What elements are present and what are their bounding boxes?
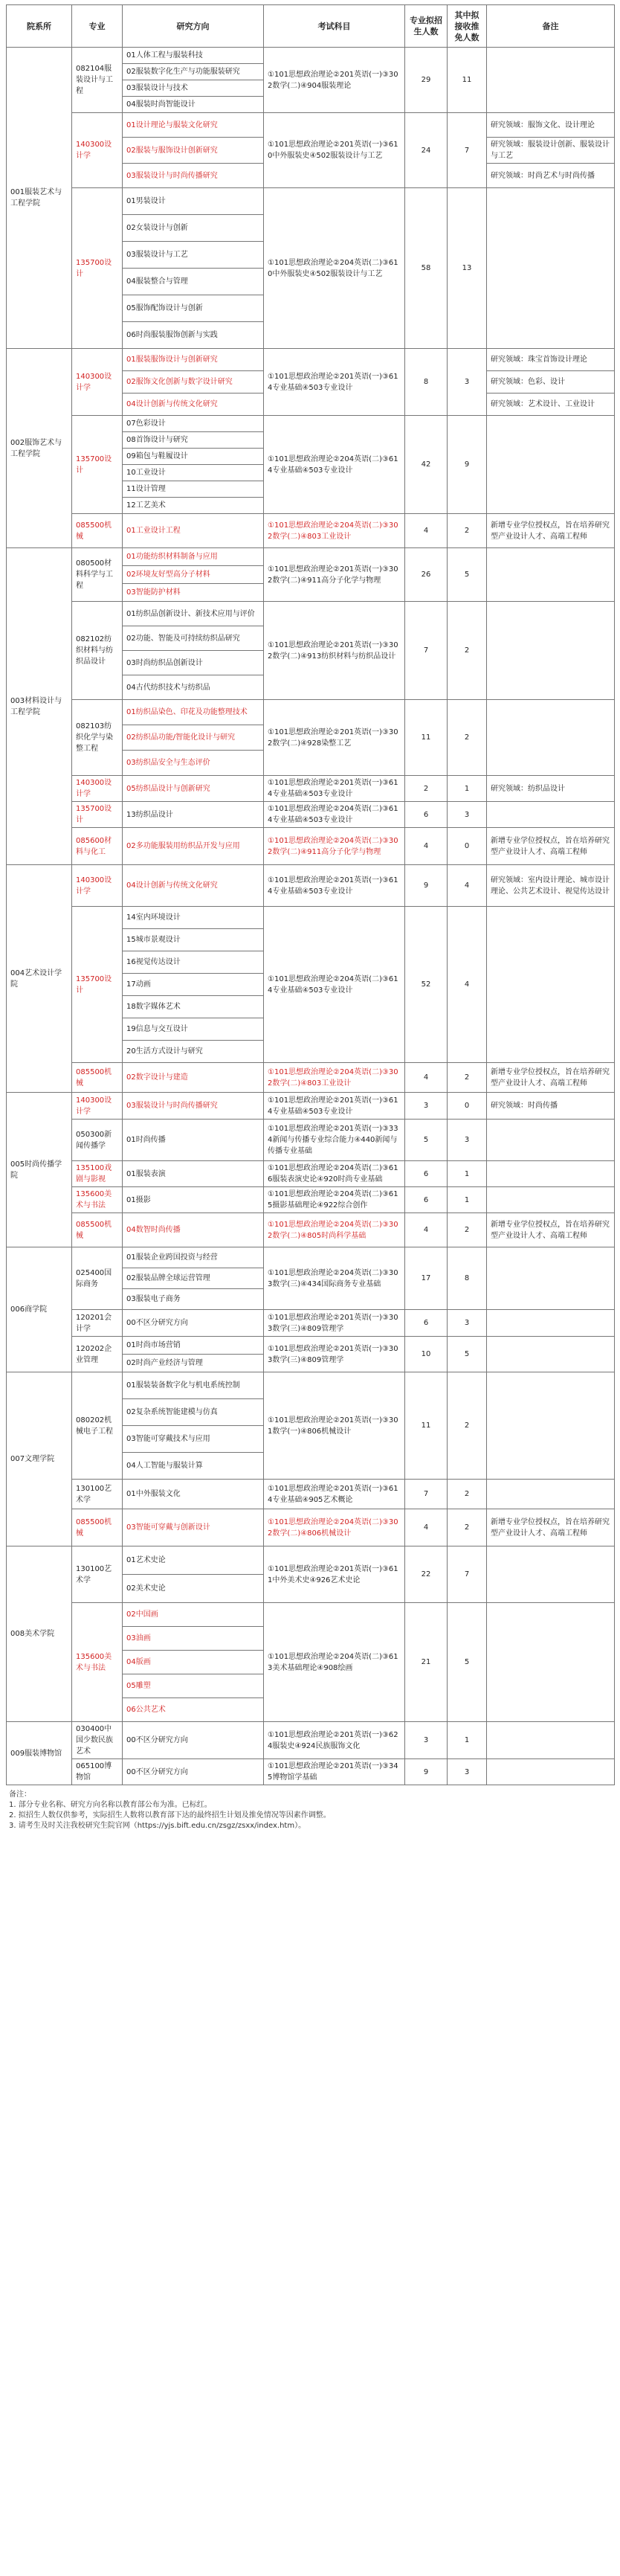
plan-count-cell: 42 (405, 416, 448, 514)
exam-subjects-cell: ①101思想政治理论②201英语(一)③614专业基础④503专业设计 (264, 865, 405, 907)
remark-cell: 研究领域：艺术设计、工业设计 (487, 394, 615, 416)
major-cell: 050300新闻传播学 (72, 1120, 123, 1161)
exam-subjects-cell: ①101思想政治理论②201英语(一)③302数学(二)④928染整工艺 (264, 700, 405, 776)
plan-count-cell: 4 (405, 514, 448, 548)
major-cell: 080202机械电子工程 (72, 1372, 123, 1480)
remark-cell: 新增专业学位授权点，旨在培养研究型产业设计人才、高端工程师 (487, 514, 615, 548)
exam-subjects-cell: ①101思想政治理论②201英语(一)③614专业基础④503专业设计 (264, 1093, 405, 1120)
remark-cell: 研究领域：时尚传播 (487, 1093, 615, 1120)
direction-cell: 02服饰文化创新与数字设计研究 (123, 371, 264, 394)
major-cell: 085500机械 (72, 514, 123, 548)
remark-cell (487, 1247, 615, 1310)
recommend-count-cell: 2 (448, 1372, 487, 1480)
plan-count-cell: 6 (405, 1161, 448, 1187)
remark-cell: 新增专业学位授权点，旨在培养研究型产业设计人才、高端工程师 (487, 1063, 615, 1093)
direction-cell: 01艺术史论 (123, 1546, 264, 1575)
remark-cell: 研究领域：色彩、设计 (487, 371, 615, 394)
plan-count-cell: 22 (405, 1546, 448, 1603)
major-cell: 085600材料与化工 (72, 828, 123, 865)
table-row (7, 514, 615, 548)
exam-subjects-cell: ①101思想政治理论②204英语(二)③302数学(二)④803工业设计 (264, 514, 405, 548)
remark-cell (487, 1603, 615, 1722)
direction-cell: 01工业设计工程 (123, 514, 264, 548)
direction-cell: 10工业设计 (123, 465, 264, 481)
major-cell: 025400国际商务 (72, 1247, 123, 1310)
plan-count-cell: 11 (405, 700, 448, 776)
table-header-row (7, 5, 615, 48)
plan-count-cell: 7 (405, 1480, 448, 1509)
plan-count-cell: 58 (405, 188, 448, 349)
direction-cell: 01纺织品创新设计、新技术应用与评价 (123, 602, 264, 626)
footnote-line: 2. 拟招生人数仅供参考，实际招生人数将以教育部下达的最终招生计划及推免情况等因素作调整。 (9, 1811, 331, 1819)
footnote-line: 3. 请考生及时关注我校研究生院官网（https://yjs.bift.edu.cn/zsgz/zsxx/index.htm）。 (9, 1822, 306, 1830)
major-cell: 085500机械 (72, 1509, 123, 1546)
major-cell: 140300设计学 (72, 349, 123, 416)
direction-cell: 03油画 (123, 1627, 264, 1651)
direction-cell: 04设计创新与传统文化研究 (123, 394, 264, 416)
direction-cell: 00不区分研究方向 (123, 1759, 264, 1785)
college-cell: 009服装博物馆 (7, 1722, 72, 1785)
table-row (7, 1759, 615, 1785)
remark-cell (487, 1546, 615, 1603)
college-cell: 006商学院 (7, 1247, 72, 1372)
direction-cell: 03智能可穿戴与创新设计 (123, 1509, 264, 1546)
direction-cell: 02多功能服装用纺织品开发与应用 (123, 828, 264, 865)
recommend-count-cell: 2 (448, 1480, 487, 1509)
remark-cell (487, 700, 615, 776)
major-cell: 085500机械 (72, 1063, 123, 1093)
footnotes (6, 1790, 614, 1831)
direction-cell: 01服装装备数字化与机电系统控制 (123, 1372, 264, 1399)
exam-subjects-cell: ①101思想政治理论②204英语(二)③614专业基础④503专业设计 (264, 416, 405, 514)
exam-subjects-cell: ①101思想政治理论②201英语(一)③334新闻与传播专业综合能力④440新闻与传播专业基础 (264, 1120, 405, 1161)
direction-cell: 02环境友好型高分子材料 (123, 566, 264, 584)
table-row (7, 1372, 615, 1399)
direction-cell: 03服装设计与时尚传播研究 (123, 1093, 264, 1120)
direction-cell: 19信息与交互设计 (123, 1018, 264, 1041)
exam-subjects-cell: ①101思想政治理论②201英语(一)③302数学(二)④913纺织材料与纺织品设计 (264, 602, 405, 700)
table-row (7, 602, 615, 626)
remark-cell (487, 1480, 615, 1509)
direction-cell: 02服装数字化生产与功能服装研究 (123, 64, 264, 80)
plan-count-cell: 11 (405, 1372, 448, 1480)
header-college: 院系所 (7, 5, 72, 48)
major-cell: 135100戏剧与影视 (72, 1161, 123, 1187)
direction-cell: 02美术史论 (123, 1575, 264, 1603)
exam-subjects-cell: ①101思想政治理论②201英语(一)③302数学(二)④904服装理论 (264, 48, 405, 113)
exam-subjects-cell: ①101思想政治理论②204英语(二)③614专业基础④503专业设计 (264, 907, 405, 1063)
remark-cell: 研究领域：服饰文化、设计理论 (487, 113, 615, 138)
major-cell: 130100艺术学 (72, 1546, 123, 1603)
recommend-count-cell: 2 (448, 1063, 487, 1093)
direction-cell: 02功能、智能及可持续纺织品研究 (123, 626, 264, 651)
direction-cell: 01设计理论与服装文化研究 (123, 113, 264, 138)
direction-cell: 05纺织品设计与创新研究 (123, 776, 264, 802)
major-cell: 130100艺术学 (72, 1480, 123, 1509)
remark-cell (487, 1759, 615, 1785)
direction-cell: 00不区分研究方向 (123, 1310, 264, 1337)
recommend-count-cell: 1 (448, 1161, 487, 1187)
table-row (7, 1187, 615, 1213)
remark-cell: 新增专业学位授权点，旨在培养研究型产业设计人才、高端工程师 (487, 1213, 615, 1247)
remark-cell (487, 48, 615, 113)
exam-subjects-cell: ①101思想政治理论②201英语(一)③302数学(二)④911高分子化学与物理 (264, 548, 405, 602)
footnote-line: 1. 部分专业名称、研究方向名称以教育部公布为准。已标红。 (9, 1801, 212, 1809)
plan-count-cell: 7 (405, 602, 448, 700)
table-row (7, 1603, 615, 1627)
major-cell: 135700设计 (72, 416, 123, 514)
plan-count-cell: 6 (405, 1310, 448, 1337)
major-cell: 082104服装设计与工程 (72, 48, 123, 113)
table-row (7, 1310, 615, 1337)
college-cell: 005时尚传播学院 (7, 1093, 72, 1247)
direction-cell: 02中国画 (123, 1603, 264, 1627)
plan-count-cell: 2 (405, 776, 448, 802)
direction-cell: 20生活方式设计与研究 (123, 1041, 264, 1063)
remark-cell (487, 1187, 615, 1213)
exam-subjects-cell: ①101思想政治理论②201英语(一)③624服装史④924民族服饰文化 (264, 1722, 405, 1759)
major-cell: 120202企业管理 (72, 1337, 123, 1372)
direction-cell: 07色彩设计 (123, 416, 264, 432)
table-row (7, 1546, 615, 1575)
direction-cell: 08首饰设计与研究 (123, 432, 264, 449)
exam-subjects-cell: ①101思想政治理论②204英语(二)③302数学(二)④806机械设计 (264, 1509, 405, 1546)
table-row (7, 700, 615, 725)
exam-subjects-cell: ①101思想政治理论②204英语(二)③610中外服装史④502服装设计与工艺 (264, 188, 405, 349)
direction-cell: 04数智时尚传播 (123, 1213, 264, 1247)
direction-cell: 01服装服饰设计与创新研究 (123, 349, 264, 371)
header-remark: 备注 (487, 5, 615, 48)
exam-subjects-cell: ①101思想政治理论②201英语(一)③614专业基础④905艺术概论 (264, 1480, 405, 1509)
table-row (7, 1120, 615, 1161)
direction-cell: 06时尚服装服饰创新与实践 (123, 322, 264, 349)
direction-cell: 13纺织品设计 (123, 802, 264, 828)
table-row (7, 776, 615, 802)
major-cell: 080500材料科学与工程 (72, 548, 123, 602)
direction-cell: 02纺织品功能/智能化设计与研究 (123, 725, 264, 751)
recommend-count-cell: 2 (448, 700, 487, 776)
table-row (7, 1337, 615, 1355)
remark-cell: 新增专业学位授权点，旨在培养研究型产业设计人才、高端工程师 (487, 828, 615, 865)
recommend-count-cell: 3 (448, 349, 487, 416)
direction-cell: 06公共艺术 (123, 1698, 264, 1722)
recommend-count-cell: 0 (448, 828, 487, 865)
recommend-count-cell: 5 (448, 1337, 487, 1372)
exam-subjects-cell: ①101思想政治理论②204英语(二)③614专业基础④503专业设计 (264, 802, 405, 828)
exam-subjects-cell: ①101思想政治理论②204英语(二)③302数学(二)④803工业设计 (264, 1063, 405, 1093)
direction-cell: 02女装设计与创新 (123, 215, 264, 242)
recommend-count-cell: 8 (448, 1247, 487, 1310)
plan-count-cell: 17 (405, 1247, 448, 1310)
direction-cell: 02时尚产业经济与管理 (123, 1355, 264, 1372)
direction-cell: 01功能纺织材料制备与应用 (123, 548, 264, 566)
exam-subjects-cell: ①101思想政治理论②201英语(一)③614专业基础④503专业设计 (264, 349, 405, 416)
direction-cell: 03智能可穿戴技术与应用 (123, 1426, 264, 1453)
exam-subjects-cell: ①101思想政治理论②201英语(一)③611中外美术史④926艺术史论 (264, 1546, 405, 1603)
direction-cell: 16视觉传达设计 (123, 951, 264, 974)
major-cell: 135700设计 (72, 188, 123, 349)
college-cell: 004艺术设计学院 (7, 865, 72, 1093)
remark-cell (487, 1310, 615, 1337)
college-cell: 003材料设计与工程学院 (7, 548, 72, 865)
header-plan: 专业拟招生人数 (405, 5, 448, 48)
plan-count-cell: 26 (405, 548, 448, 602)
major-cell: 140300设计学 (72, 1093, 123, 1120)
table-row (7, 48, 615, 64)
remark-cell: 研究领域：珠宝首饰设计理论 (487, 349, 615, 371)
remark-cell: 研究领域：室内设计理论、城市设计理论、公共艺术设计、视觉传达设计 (487, 865, 615, 907)
remark-cell: 研究领域：服装设计创新、服装设计与工艺 (487, 138, 615, 164)
table-row (7, 1722, 615, 1759)
major-cell: 135700设计 (72, 907, 123, 1063)
direction-cell: 09箱包与鞋履设计 (123, 449, 264, 465)
direction-cell: 04人工智能与服装计算 (123, 1453, 264, 1480)
header-major: 专业 (72, 5, 123, 48)
direction-cell: 03智能防护材料 (123, 584, 264, 602)
direction-cell: 01摄影 (123, 1187, 264, 1213)
recommend-count-cell: 9 (448, 416, 487, 514)
plan-count-cell: 29 (405, 48, 448, 113)
table-row (7, 802, 615, 828)
plan-count-cell: 3 (405, 1722, 448, 1759)
remark-cell (487, 1722, 615, 1759)
direction-cell: 14室内环境设计 (123, 907, 264, 929)
plan-count-cell: 4 (405, 1509, 448, 1546)
direction-cell: 04古代纺织技术与纺织品 (123, 675, 264, 700)
table-row (7, 1213, 615, 1247)
remark-cell (487, 602, 615, 700)
plan-count-cell: 5 (405, 1120, 448, 1161)
direction-cell: 03时尚纺织品创新设计 (123, 651, 264, 675)
plan-count-cell: 52 (405, 907, 448, 1063)
direction-cell: 15城市景观设计 (123, 929, 264, 951)
direction-cell: 03服装设计与工艺 (123, 242, 264, 269)
exam-subjects-cell: ①101思想政治理论②201英语(一)③303数学(三)④809管理学 (264, 1310, 405, 1337)
plan-count-cell: 10 (405, 1337, 448, 1372)
remark-cell (487, 416, 615, 514)
table-row (7, 828, 615, 865)
plan-count-cell: 9 (405, 865, 448, 907)
recommend-count-cell: 4 (448, 865, 487, 907)
major-cell: 085500机械 (72, 1213, 123, 1247)
direction-cell: 01纺织品染色、印花及功能整理技术 (123, 700, 264, 725)
table-row (7, 907, 615, 929)
major-cell: 140300设计学 (72, 865, 123, 907)
plan-count-cell: 3 (405, 1093, 448, 1120)
major-cell: 082102纺织材料与纺织品设计 (72, 602, 123, 700)
major-cell: 030400中国少数民族艺术 (72, 1722, 123, 1759)
plan-count-cell: 6 (405, 802, 448, 828)
direction-cell: 02服装品牌全球运营管理 (123, 1268, 264, 1289)
direction-cell: 03服装设计与时尚传播研究 (123, 164, 264, 188)
footnote-line: 备注： (9, 1790, 31, 1799)
exam-subjects-cell: ①101思想政治理论②204英语(二)③302数学(二)④805时尚科学基础 (264, 1213, 405, 1247)
recommend-count-cell: 7 (448, 1546, 487, 1603)
exam-subjects-cell: ①101思想政治理论②201英语(一)③610中外服装史④502服装设计与工艺 (264, 113, 405, 188)
direction-cell: 01时尚市场营销 (123, 1337, 264, 1355)
plan-count-cell: 21 (405, 1603, 448, 1722)
exam-subjects-cell: ①101思想政治理论②204英语(二)③302数学(二)④911高分子化学与物理 (264, 828, 405, 865)
remark-cell (487, 1337, 615, 1372)
major-cell: 082103纺织化学与染整工程 (72, 700, 123, 776)
table-row (7, 188, 615, 215)
table-row (7, 1247, 615, 1268)
direction-cell: 03纺织品安全与生态评价 (123, 751, 264, 776)
plan-count-cell: 9 (405, 1759, 448, 1785)
plan-count-cell: 24 (405, 113, 448, 188)
remark-cell (487, 188, 615, 349)
direction-cell: 01服装企业跨国投资与经营 (123, 1247, 264, 1268)
direction-cell: 12工艺美术 (123, 498, 264, 514)
table-row (7, 1509, 615, 1546)
major-cell: 135700设计 (72, 802, 123, 828)
direction-cell: 02数字设计与建造 (123, 1063, 264, 1093)
direction-cell: 01人体工程与服装科技 (123, 48, 264, 64)
direction-cell: 03服装设计与技术 (123, 80, 264, 97)
remark-cell (487, 548, 615, 602)
direction-cell: 05服饰配饰设计与创新 (123, 295, 264, 322)
recommend-count-cell: 1 (448, 1722, 487, 1759)
header-exam: 考试科目 (264, 5, 405, 48)
major-cell: 135600美术与书法 (72, 1603, 123, 1722)
recommend-count-cell: 2 (448, 602, 487, 700)
recommend-count-cell: 1 (448, 1187, 487, 1213)
direction-cell: 01服装表演 (123, 1161, 264, 1187)
table-row (7, 548, 615, 566)
remark-cell (487, 907, 615, 1063)
direction-cell: 01中外服装文化 (123, 1480, 264, 1509)
direction-cell: 02复杂系统智能建模与仿真 (123, 1399, 264, 1426)
direction-cell: 05雕塑 (123, 1674, 264, 1698)
recommend-count-cell: 2 (448, 514, 487, 548)
direction-cell: 01男装设计 (123, 188, 264, 215)
direction-cell: 03服装电子商务 (123, 1289, 264, 1310)
plan-count-cell: 4 (405, 1213, 448, 1247)
recommend-count-cell: 3 (448, 1120, 487, 1161)
recommend-count-cell: 2 (448, 1509, 487, 1546)
header-recommend: 其中拟接收推免人数 (448, 5, 487, 48)
table-row (7, 1480, 615, 1509)
recommend-count-cell: 2 (448, 1213, 487, 1247)
table-row (7, 349, 615, 371)
direction-cell: 02服装与服饰设计创新研究 (123, 138, 264, 164)
remark-cell (487, 1120, 615, 1161)
recommend-count-cell: 5 (448, 548, 487, 602)
recommend-count-cell: 3 (448, 1310, 487, 1337)
major-cell: 065100博物馆 (72, 1759, 123, 1785)
exam-subjects-cell: ①101思想政治理论②201英语(一)③614专业基础④503专业设计 (264, 776, 405, 802)
plan-count-cell: 4 (405, 1063, 448, 1093)
direction-cell: 01时尚传播 (123, 1120, 264, 1161)
header-direction: 研究方向 (123, 5, 264, 48)
exam-subjects-cell: ①101思想政治理论②204英语(二)③303数学(三)④434国际商务专业基础 (264, 1247, 405, 1310)
direction-cell: 04版画 (123, 1651, 264, 1674)
recommend-count-cell: 4 (448, 907, 487, 1063)
recommend-count-cell: 3 (448, 1759, 487, 1785)
direction-cell: 17动画 (123, 974, 264, 996)
plan-count-cell: 4 (405, 828, 448, 865)
table-row (7, 113, 615, 138)
remark-cell: 研究领域：纺织品设计 (487, 776, 615, 802)
exam-subjects-cell: ①101思想政治理论②204英语(二)③613美术基础理论④908绘画 (264, 1603, 405, 1722)
table-row (7, 416, 615, 432)
direction-cell: 04服装整合与管理 (123, 269, 264, 295)
college-cell: 007文理学院 (7, 1372, 72, 1546)
recommend-count-cell: 7 (448, 113, 487, 188)
recommend-count-cell: 13 (448, 188, 487, 349)
table-row (7, 1093, 615, 1120)
college-cell: 008美术学院 (7, 1546, 72, 1722)
direction-cell: 18数字媒体艺术 (123, 996, 264, 1018)
remark-cell (487, 802, 615, 828)
table-body (7, 48, 615, 1785)
exam-subjects-cell: ①101思想政治理论②204英语(二)③615摄影基础理论④922综合创作 (264, 1187, 405, 1213)
exam-subjects-cell: ①101思想政治理论②201英语(一)③303数学(三)④809管理学 (264, 1337, 405, 1372)
major-cell: 140300设计学 (72, 776, 123, 802)
table-row (7, 1063, 615, 1093)
remark-cell (487, 1372, 615, 1480)
direction-cell: 00不区分研究方向 (123, 1722, 264, 1759)
direction-cell: 11设计管理 (123, 481, 264, 498)
direction-cell: 04服装时尚智能设计 (123, 97, 264, 113)
remark-cell: 研究领域：时尚艺术与时尚传播 (487, 164, 615, 188)
exam-subjects-cell: ①101思想政治理论②201英语(一)③301数学(一)④806机械设计 (264, 1372, 405, 1480)
remark-cell: 新增专业学位授权点，旨在培养研究型产业设计人才、高端工程师 (487, 1509, 615, 1546)
college-cell: 001服装艺术与工程学院 (7, 48, 72, 349)
remark-cell (487, 1161, 615, 1187)
exam-subjects-cell: ①101思想政治理论②204英语(二)③616服装表演史论④920时尚专业基础 (264, 1161, 405, 1187)
recommend-count-cell: 11 (448, 48, 487, 113)
exam-subjects-cell: ①101思想政治理论②201英语(一)③345博物馆学基础 (264, 1759, 405, 1785)
recommend-count-cell: 3 (448, 802, 487, 828)
major-cell: 140300设计学 (72, 113, 123, 188)
admissions-table (6, 4, 615, 1785)
plan-count-cell: 8 (405, 349, 448, 416)
major-cell: 120201会计学 (72, 1310, 123, 1337)
recommend-count-cell: 5 (448, 1603, 487, 1722)
recommend-count-cell: 1 (448, 776, 487, 802)
plan-count-cell: 6 (405, 1187, 448, 1213)
table-row (7, 1161, 615, 1187)
major-cell: 135600美术与书法 (72, 1187, 123, 1213)
table-row (7, 865, 615, 907)
direction-cell: 04设计创新与传统文化研究 (123, 865, 264, 907)
college-cell: 002服饰艺术与工程学院 (7, 349, 72, 548)
admissions-catalog (6, 4, 614, 1831)
recommend-count-cell: 0 (448, 1093, 487, 1120)
